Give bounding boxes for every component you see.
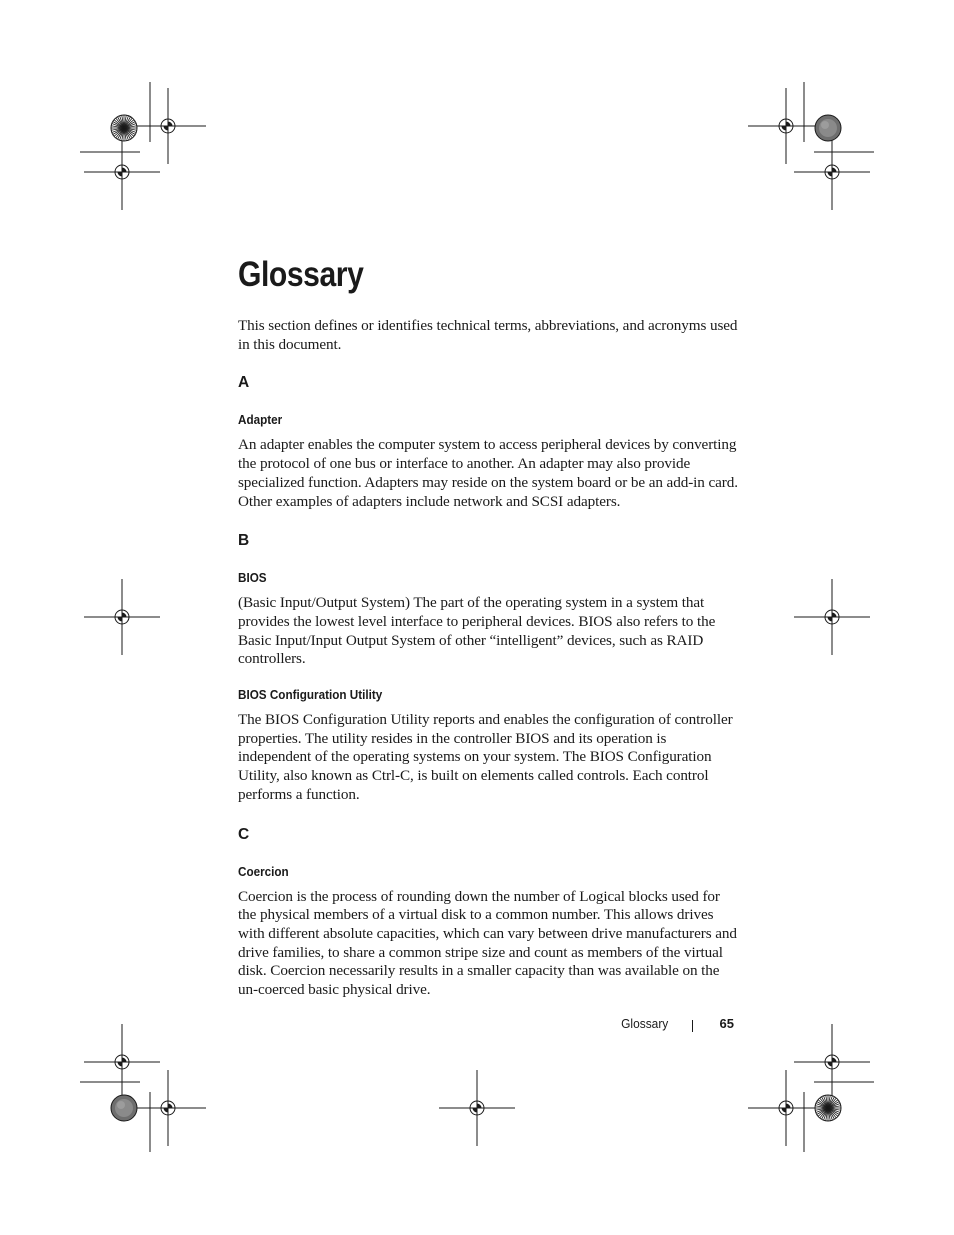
section-a (238, 374, 740, 511)
footer-divider (692, 1020, 693, 1032)
registration-target-icon (794, 134, 870, 210)
section-letter: C (238, 825, 250, 843)
section-letter: A (238, 374, 250, 392)
definition-coercion: Coercion is the process of rounding down the number of Logical blocks used for the physical members of a virtual disk to a common number. This allows drives with different absolute capacities, which can vary between drive manufacturers and drive families, to share a common stripe size and count as members of the virtual disk. Coercion necessarily results in a smaller capacity than was available on the un-coerced basic physical drive. (238, 887, 737, 999)
term-adapter: Adapter (238, 412, 283, 428)
registration-target-icon (794, 1024, 870, 1100)
gray-scale-dot-icon (111, 1095, 137, 1121)
intro-paragraph: This section defines or identifies technical terms, abbreviations, and acronyms used in this document. (238, 317, 738, 353)
registration-target-icon (748, 1070, 824, 1146)
gray-scale-dot-icon (815, 115, 841, 141)
definition-adapter: An adapter enables the computer system to access peripheral devices by converting the protocol of one bus or interface to another. An adapter may also provide specialized function. Adapters may reside on the system board or be an add-in card. Other examples of adapters include network and SCSI adapters. (238, 436, 738, 510)
registration-target-icon (84, 1024, 160, 1100)
section-letter: B (238, 532, 250, 550)
starburst-wheel-icon (815, 1095, 841, 1121)
term-bios-configuration-utility: BIOS Configuration Utility (238, 687, 383, 703)
section-b (238, 532, 740, 804)
registration-target-icon (84, 579, 160, 655)
registration-target-icon (84, 134, 160, 210)
page-footer (560, 1014, 736, 1034)
starburst-wheel-icon (111, 115, 137, 141)
definition-bios: (Basic Input/Output System) The part of the operating system in a system that provides the lowest level interface to peripheral devices. BIOS also refers to the Basic Input/Input Output System of other “intelligent” devices, such as RAID controllers. (238, 594, 716, 668)
page-number: 65 (719, 1016, 734, 1031)
footer-section-label: Glossary (620, 1016, 668, 1031)
term-bios: BIOS (238, 570, 267, 586)
registration-target-icon (794, 579, 870, 655)
page-title: Glossary (238, 255, 364, 294)
page-content (238, 254, 740, 1000)
definition-bios-configuration-utility: The BIOS Configuration Utility reports and enables the configuration of controller properties. The utility resides in the controller BIOS and its operation is independent of the operating systems on your system. The BIOS Configuration Utility, also known as Ctrl-C, is built on elements called controls. Each control performs a function. (238, 711, 733, 803)
term-coercion: Coercion (238, 863, 289, 879)
registration-target-icon (748, 88, 824, 164)
registration-target-icon (130, 88, 206, 164)
registration-target-icon (130, 1070, 206, 1146)
section-c (238, 826, 740, 1000)
registration-target-icon (439, 1070, 515, 1146)
